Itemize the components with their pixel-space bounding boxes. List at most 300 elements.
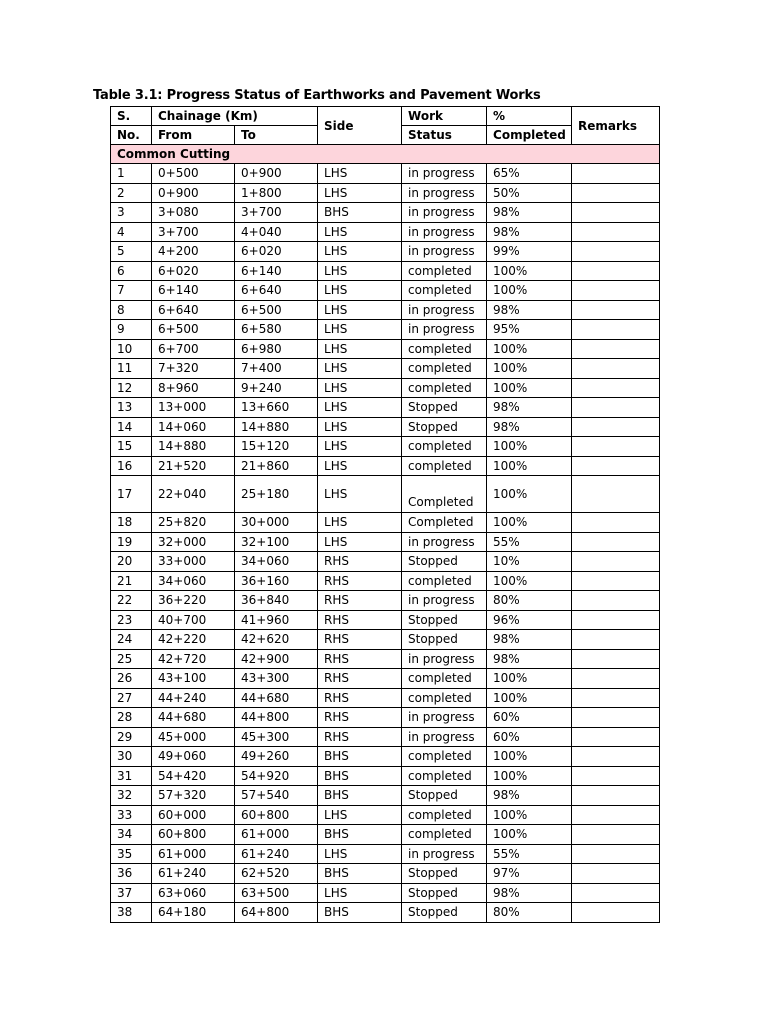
cell-to: 62+520: [235, 864, 318, 884]
cell-from: 45+000: [152, 727, 235, 747]
cell-from: 8+960: [152, 378, 235, 398]
cell-side: BHS: [318, 903, 402, 923]
cell-remarks: [572, 727, 660, 747]
cell-work-status: in progress: [402, 222, 487, 242]
table-row: [111, 786, 660, 806]
cell-side: LHS: [318, 883, 402, 903]
cell-to: 13+660: [235, 398, 318, 418]
cell-from: 42+720: [152, 649, 235, 669]
cell-remarks: [572, 610, 660, 630]
cell-remarks: [572, 630, 660, 650]
cell-to: 45+300: [235, 727, 318, 747]
cell-from: 21+520: [152, 456, 235, 476]
cell-work-status: completed: [402, 281, 487, 301]
cell-percent: 96%: [487, 610, 572, 630]
cell-work-status: in progress: [402, 844, 487, 864]
cell-percent: 99%: [487, 242, 572, 262]
cell-to: 64+800: [235, 903, 318, 923]
table-row: [111, 300, 660, 320]
cell-to: 61+000: [235, 825, 318, 845]
cell-sno: 27: [111, 688, 152, 708]
cell-percent: 98%: [487, 222, 572, 242]
cell-from: 0+900: [152, 183, 235, 203]
table-row: [111, 864, 660, 884]
cell-to: 41+960: [235, 610, 318, 630]
cell-to: 44+680: [235, 688, 318, 708]
cell-work-status: Stopped: [402, 864, 487, 884]
table-row: [111, 437, 660, 457]
cell-remarks: [572, 903, 660, 923]
cell-sno: 32: [111, 786, 152, 806]
cell-percent: 100%: [487, 359, 572, 379]
cell-remarks: [572, 183, 660, 203]
cell-from: 14+880: [152, 437, 235, 457]
cell-percent: 98%: [487, 300, 572, 320]
cell-sno: 18: [111, 513, 152, 533]
cell-work-status: Stopped: [402, 903, 487, 923]
cell-sno: 6: [111, 261, 152, 281]
cell-work-status: completed: [402, 456, 487, 476]
cell-sno: 11: [111, 359, 152, 379]
section-header: Common Cutting: [111, 145, 660, 164]
cell-percent: 100%: [487, 805, 572, 825]
table-row: [111, 630, 660, 650]
cell-to: 42+900: [235, 649, 318, 669]
cell-from: 64+180: [152, 903, 235, 923]
cell-remarks: [572, 222, 660, 242]
table-row: [111, 359, 660, 379]
cell-work-status: in progress: [402, 164, 487, 184]
cell-side: LHS: [318, 281, 402, 301]
cell-to: 15+120: [235, 437, 318, 457]
cell-from: 6+640: [152, 300, 235, 320]
cell-to: 36+840: [235, 591, 318, 611]
cell-work-status: in progress: [402, 532, 487, 552]
cell-sno: 29: [111, 727, 152, 747]
cell-percent: 100%: [487, 437, 572, 457]
cell-remarks: [572, 552, 660, 572]
cell-remarks: [572, 300, 660, 320]
cell-percent: 100%: [487, 825, 572, 845]
cell-to: 30+000: [235, 513, 318, 533]
table-row: [111, 669, 660, 689]
cell-remarks: [572, 398, 660, 418]
cell-from: 49+060: [152, 747, 235, 767]
cell-sno: 20: [111, 552, 152, 572]
cell-side: LHS: [318, 513, 402, 533]
cell-percent: 100%: [487, 261, 572, 281]
cell-to: 43+300: [235, 669, 318, 689]
table-caption: Table 3.1: Progress Status of Earthworks and Pavement Works: [93, 88, 541, 103]
cell-work-status: in progress: [402, 183, 487, 203]
cell-from: 32+000: [152, 532, 235, 552]
cell-percent: 97%: [487, 864, 572, 884]
table-row: [111, 222, 660, 242]
cell-sno: 13: [111, 398, 152, 418]
cell-work-status: in progress: [402, 649, 487, 669]
cell-sno: 1: [111, 164, 152, 184]
cell-side: LHS: [318, 532, 402, 552]
table-row: [111, 649, 660, 669]
cell-sno: 9: [111, 320, 152, 340]
cell-sno: 25: [111, 649, 152, 669]
cell-work-status: in progress: [402, 591, 487, 611]
cell-sno: 33: [111, 805, 152, 825]
header-work-status-2: Status: [402, 126, 487, 145]
cell-from: 40+700: [152, 610, 235, 630]
cell-sno: 35: [111, 844, 152, 864]
cell-remarks: [572, 864, 660, 884]
cell-percent: 100%: [487, 339, 572, 359]
cell-remarks: [572, 766, 660, 786]
cell-percent: 98%: [487, 649, 572, 669]
cell-sno: 3: [111, 203, 152, 223]
cell-to: 25+180: [235, 476, 318, 513]
cell-sno: 15: [111, 437, 152, 457]
cell-side: LHS: [318, 183, 402, 203]
cell-side: LHS: [318, 437, 402, 457]
cell-sno: 14: [111, 417, 152, 437]
cell-sno: 7: [111, 281, 152, 301]
cell-work-status: completed: [402, 805, 487, 825]
cell-from: 42+220: [152, 630, 235, 650]
cell-percent: 100%: [487, 766, 572, 786]
cell-to: 61+240: [235, 844, 318, 864]
cell-side: BHS: [318, 864, 402, 884]
table-row: [111, 571, 660, 591]
cell-side: RHS: [318, 708, 402, 728]
cell-work-status: completed: [402, 378, 487, 398]
cell-percent: 60%: [487, 727, 572, 747]
cell-remarks: [572, 591, 660, 611]
cell-remarks: [572, 437, 660, 457]
cell-percent: 98%: [487, 883, 572, 903]
cell-side: LHS: [318, 222, 402, 242]
cell-from: 36+220: [152, 591, 235, 611]
cell-work-status: Stopped: [402, 417, 487, 437]
cell-side: RHS: [318, 727, 402, 747]
cell-sno: 30: [111, 747, 152, 767]
cell-percent: 100%: [487, 513, 572, 533]
cell-remarks: [572, 649, 660, 669]
cell-work-status: completed: [402, 766, 487, 786]
cell-side: BHS: [318, 786, 402, 806]
table-row: [111, 708, 660, 728]
cell-remarks: [572, 883, 660, 903]
header-side: Side: [318, 107, 402, 145]
cell-percent: 98%: [487, 203, 572, 223]
table-row: [111, 378, 660, 398]
cell-side: BHS: [318, 825, 402, 845]
table-row: [111, 552, 660, 572]
table-row: [111, 883, 660, 903]
cell-from: 6+700: [152, 339, 235, 359]
cell-side: RHS: [318, 669, 402, 689]
cell-to: 63+500: [235, 883, 318, 903]
cell-work-status: completed: [402, 747, 487, 767]
cell-to: 9+240: [235, 378, 318, 398]
cell-from: 61+000: [152, 844, 235, 864]
cell-from: 34+060: [152, 571, 235, 591]
cell-work-status: Stopped: [402, 883, 487, 903]
table-row: [111, 261, 660, 281]
header-remarks: Remarks: [572, 107, 660, 145]
cell-from: 33+000: [152, 552, 235, 572]
cell-from: 57+320: [152, 786, 235, 806]
cell-side: LHS: [318, 456, 402, 476]
cell-work-status: completed: [402, 359, 487, 379]
cell-percent: 100%: [487, 669, 572, 689]
cell-side: RHS: [318, 591, 402, 611]
cell-side: LHS: [318, 844, 402, 864]
cell-from: 6+140: [152, 281, 235, 301]
cell-side: RHS: [318, 610, 402, 630]
cell-remarks: [572, 844, 660, 864]
cell-work-status: completed: [402, 825, 487, 845]
header-to: To: [235, 126, 318, 145]
cell-side: LHS: [318, 805, 402, 825]
cell-sno: 12: [111, 378, 152, 398]
table-row: [111, 242, 660, 262]
cell-to: 44+800: [235, 708, 318, 728]
cell-from: 3+080: [152, 203, 235, 223]
cell-from: 7+320: [152, 359, 235, 379]
cell-percent: 80%: [487, 591, 572, 611]
cell-from: 60+800: [152, 825, 235, 845]
cell-remarks: [572, 532, 660, 552]
table-row: [111, 747, 660, 767]
cell-work-status: completed: [402, 571, 487, 591]
cell-remarks: [572, 476, 660, 513]
cell-side: RHS: [318, 630, 402, 650]
table-row: [111, 688, 660, 708]
cell-percent: 55%: [487, 532, 572, 552]
cell-side: LHS: [318, 339, 402, 359]
cell-to: 57+540: [235, 786, 318, 806]
cell-sno: 5: [111, 242, 152, 262]
cell-sno: 17: [111, 476, 152, 513]
cell-percent: 65%: [487, 164, 572, 184]
cell-percent: 100%: [487, 378, 572, 398]
cell-remarks: [572, 825, 660, 845]
cell-remarks: [572, 571, 660, 591]
cell-work-status: in progress: [402, 320, 487, 340]
cell-percent: 98%: [487, 398, 572, 418]
table-row: [111, 825, 660, 845]
cell-side: LHS: [318, 320, 402, 340]
table-row: [111, 339, 660, 359]
cell-to: 32+100: [235, 532, 318, 552]
cell-work-status: completed: [402, 339, 487, 359]
cell-percent: 100%: [487, 456, 572, 476]
cell-remarks: [572, 708, 660, 728]
cell-side: LHS: [318, 300, 402, 320]
table-row: [111, 417, 660, 437]
cell-from: 4+200: [152, 242, 235, 262]
cell-work-status: in progress: [402, 203, 487, 223]
cell-sno: 21: [111, 571, 152, 591]
cell-sno: 34: [111, 825, 152, 845]
cell-percent: 100%: [487, 281, 572, 301]
cell-to: 49+260: [235, 747, 318, 767]
cell-from: 6+500: [152, 320, 235, 340]
cell-percent: 100%: [487, 688, 572, 708]
table-row: [111, 456, 660, 476]
table-row: [111, 281, 660, 301]
cell-sno: 8: [111, 300, 152, 320]
cell-sno: 10: [111, 339, 152, 359]
header-percent-2: Completed: [487, 126, 572, 145]
cell-percent: 50%: [487, 183, 572, 203]
cell-to: 0+900: [235, 164, 318, 184]
header-chainage: Chainage (Km): [152, 107, 318, 126]
cell-to: 6+640: [235, 281, 318, 301]
cell-side: LHS: [318, 261, 402, 281]
header-sno-2: No.: [111, 126, 152, 145]
cell-remarks: [572, 359, 660, 379]
cell-percent: 100%: [487, 747, 572, 767]
cell-sno: 22: [111, 591, 152, 611]
table-row: [111, 727, 660, 747]
cell-percent: 98%: [487, 417, 572, 437]
cell-to: 34+060: [235, 552, 318, 572]
cell-remarks: [572, 203, 660, 223]
progress-table: [110, 106, 660, 923]
cell-remarks: [572, 688, 660, 708]
table-row: [111, 398, 660, 418]
cell-sno: 31: [111, 766, 152, 786]
table-row: [111, 320, 660, 340]
cell-from: 0+500: [152, 164, 235, 184]
cell-remarks: [572, 747, 660, 767]
cell-side: LHS: [318, 242, 402, 262]
cell-percent: 80%: [487, 903, 572, 923]
cell-to: 14+880: [235, 417, 318, 437]
cell-side: LHS: [318, 164, 402, 184]
cell-remarks: [572, 320, 660, 340]
cell-remarks: [572, 242, 660, 262]
table-row: [111, 476, 660, 513]
header-percent: %: [487, 107, 572, 126]
cell-to: 6+980: [235, 339, 318, 359]
cell-from: 25+820: [152, 513, 235, 533]
table-row: [111, 610, 660, 630]
cell-to: 6+500: [235, 300, 318, 320]
cell-from: 60+000: [152, 805, 235, 825]
cell-work-status: Stopped: [402, 398, 487, 418]
cell-to: 7+400: [235, 359, 318, 379]
table-row: [111, 903, 660, 923]
cell-side: BHS: [318, 747, 402, 767]
cell-side: LHS: [318, 476, 402, 513]
cell-remarks: [572, 513, 660, 533]
cell-percent: 55%: [487, 844, 572, 864]
cell-side: RHS: [318, 552, 402, 572]
cell-remarks: [572, 339, 660, 359]
cell-to: 3+700: [235, 203, 318, 223]
cell-from: 61+240: [152, 864, 235, 884]
cell-to: 6+140: [235, 261, 318, 281]
cell-work-status: completed: [402, 688, 487, 708]
cell-side: RHS: [318, 649, 402, 669]
cell-from: 22+040: [152, 476, 235, 513]
cell-remarks: [572, 456, 660, 476]
cell-sno: 2: [111, 183, 152, 203]
cell-sno: 28: [111, 708, 152, 728]
table-row: [111, 164, 660, 184]
table-row: [111, 203, 660, 223]
cell-from: 3+700: [152, 222, 235, 242]
cell-sno: 24: [111, 630, 152, 650]
cell-work-status: completed: [402, 261, 487, 281]
cell-from: 63+060: [152, 883, 235, 903]
cell-sno: 16: [111, 456, 152, 476]
table-row: [111, 805, 660, 825]
cell-side: LHS: [318, 359, 402, 379]
cell-remarks: [572, 378, 660, 398]
cell-sno: 23: [111, 610, 152, 630]
table-row: [111, 513, 660, 533]
cell-from: 13+000: [152, 398, 235, 418]
table-row: [111, 532, 660, 552]
table-row: [111, 591, 660, 611]
cell-to: 4+040: [235, 222, 318, 242]
cell-work-status: Stopped: [402, 630, 487, 650]
cell-sno: 37: [111, 883, 152, 903]
cell-sno: 38: [111, 903, 152, 923]
cell-percent: 98%: [487, 630, 572, 650]
table-row: [111, 844, 660, 864]
cell-side: RHS: [318, 688, 402, 708]
cell-side: RHS: [318, 571, 402, 591]
cell-percent: 100%: [487, 571, 572, 591]
table-row: [111, 766, 660, 786]
cell-to: 21+860: [235, 456, 318, 476]
cell-from: 6+020: [152, 261, 235, 281]
cell-percent: 10%: [487, 552, 572, 572]
cell-percent: 98%: [487, 786, 572, 806]
cell-remarks: [572, 669, 660, 689]
cell-remarks: [572, 281, 660, 301]
cell-to: 54+920: [235, 766, 318, 786]
cell-work-status: in progress: [402, 300, 487, 320]
cell-remarks: [572, 786, 660, 806]
cell-from: 54+420: [152, 766, 235, 786]
cell-percent: 95%: [487, 320, 572, 340]
cell-to: 60+800: [235, 805, 318, 825]
cell-to: 42+620: [235, 630, 318, 650]
cell-work-status: Stopped: [402, 786, 487, 806]
cell-from: 44+680: [152, 708, 235, 728]
cell-to: 6+020: [235, 242, 318, 262]
cell-sno: 19: [111, 532, 152, 552]
cell-percent: 100%: [487, 476, 572, 513]
cell-side: BHS: [318, 203, 402, 223]
header-from: From: [152, 126, 235, 145]
cell-work-status: Completed: [402, 513, 487, 533]
cell-sno: 4: [111, 222, 152, 242]
cell-remarks: [572, 805, 660, 825]
cell-work-status: in progress: [402, 708, 487, 728]
header-work-status: Work: [402, 107, 487, 126]
cell-work-status: completed: [402, 437, 487, 457]
cell-work-status: in progress: [402, 242, 487, 262]
cell-sno: 26: [111, 669, 152, 689]
cell-to: 1+800: [235, 183, 318, 203]
cell-work-status: Stopped: [402, 610, 487, 630]
cell-side: LHS: [318, 378, 402, 398]
cell-work-status: Completed: [402, 476, 487, 513]
